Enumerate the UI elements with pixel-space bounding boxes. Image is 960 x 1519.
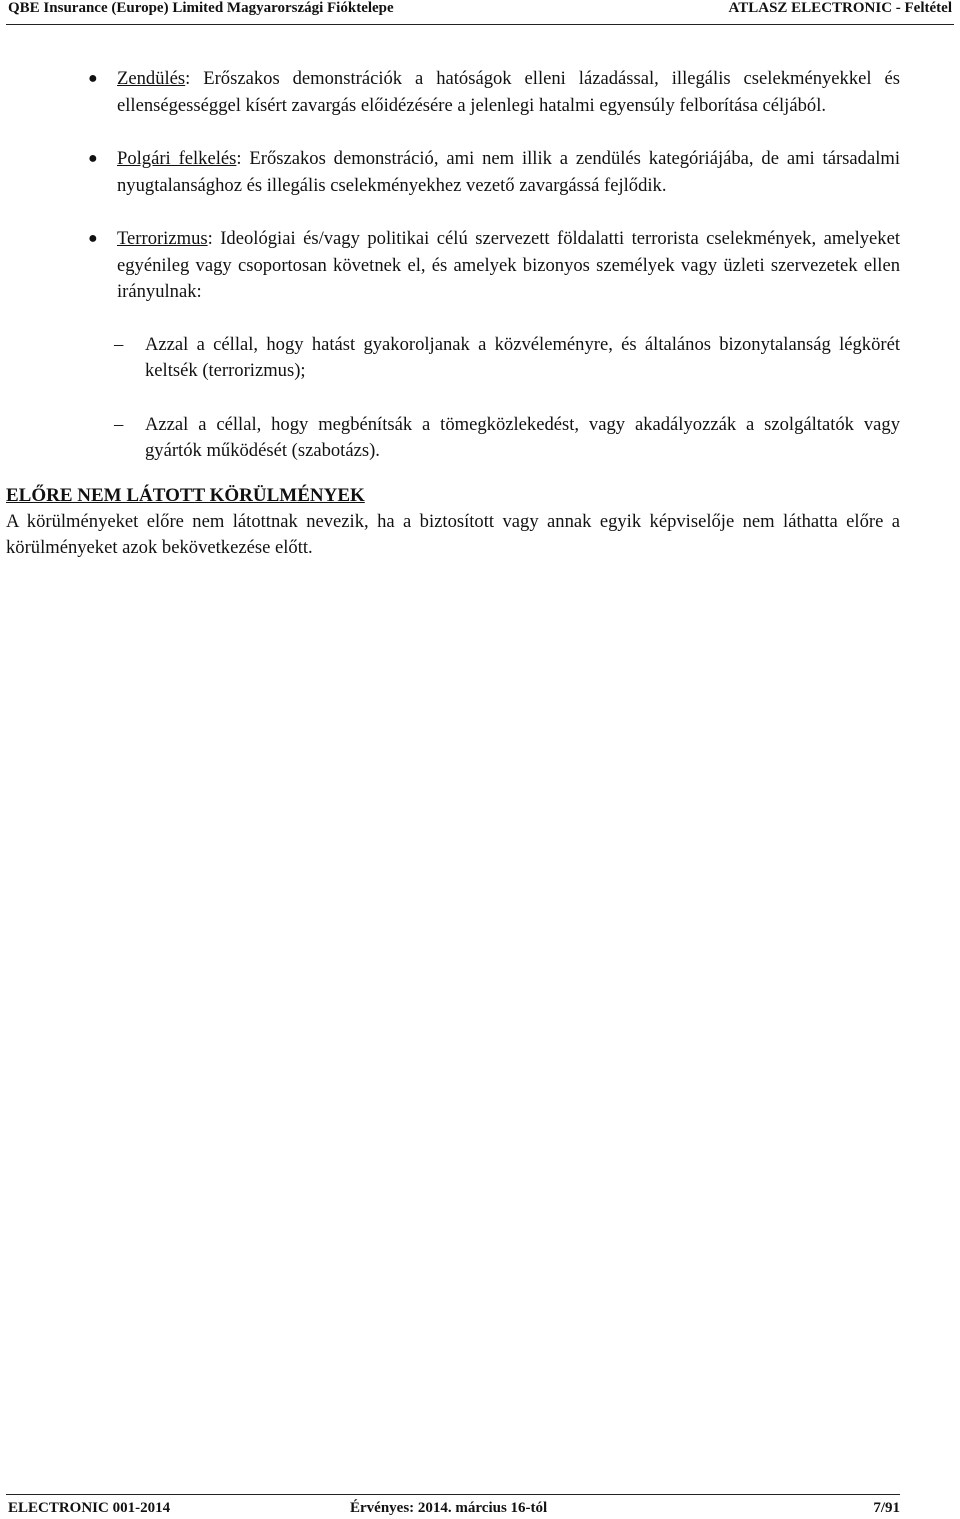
section-heading: ELŐRE NEM LÁTOTT KÖRÜLMÉNYEK [6,484,365,506]
footer-document-code: ELECTRONIC 001-2014 [8,1500,171,1516]
definition-term: Terrorizmus [117,228,208,249]
definition-item-civil-unrest [6,146,900,199]
subitem-text: Azzal a céllal, hogy hatást gyakoroljanak a közvéleményre, és általános bizonytalanság légkörét keltsék (terrorizmus); [145,333,900,381]
definition-item-riot [6,66,900,119]
page-footer [6,1494,900,1517]
subitem [6,332,900,385]
bullet-icon: ● [88,150,98,167]
definition-term: Zendülés [117,68,186,89]
header-document-title: ATLASZ ELECTRONIC - Feltétel [728,0,952,16]
header-company: QBE Insurance (Europe) Limited Magyarországi Fióktelepe [8,0,394,16]
dash-icon: – [114,413,124,435]
terrorism-subitems [6,332,900,465]
definition-text: : Ideológiai és/vagy politikai célú szervezett földalatti terrorista cselekmények, amelyeket egyénileg vagy csoportosan követnek el, és amelyek bizonyos személyek vagy üzleti szervezetek ellen irányulnak: [117,228,900,302]
dash-icon: – [114,333,124,355]
bullet-icon: ● [88,230,98,247]
definition-term: Polgári felkelés [117,148,237,169]
section-paragraph: A körülményeket előre nem látottnak nevezik, ha a biztosított vagy annak egyik képviselője nem láthatta előre a körülményeket azok bekövetkezése előtt. [6,510,900,558]
definition-item-terrorism [6,226,900,306]
definition-text: : Erőszakos demonstráció, ami nem illik a zendülés kategóriájába, de ami társadalmi nyugtalansághoz és illegális cselekményekhez vezető zavargássá fejlődik. [117,148,900,196]
definition-text: : Erőszakos demonstrációk a hatóságok elleni lázadással, illegális cselekményekkel és ellenségességgel kísért zavargás előidézésére a jelenlegi hatalmi egyensúly felborítása céljából. [117,68,900,116]
page-header [6,0,954,25]
subitem-text: Azzal a céllal, hogy megbénítsák a tömegközlekedést, vagy akadályozzák a szolgáltatók vagy gyártók működését (szabotázs). [145,413,900,461]
document-body [6,66,900,562]
footer-validity: Érvényes: 2014. március 16-tól [350,1500,548,1516]
subitem [6,412,900,465]
footer-page-number: 7/91 [873,1500,900,1516]
bullet-icon: ● [88,70,98,87]
